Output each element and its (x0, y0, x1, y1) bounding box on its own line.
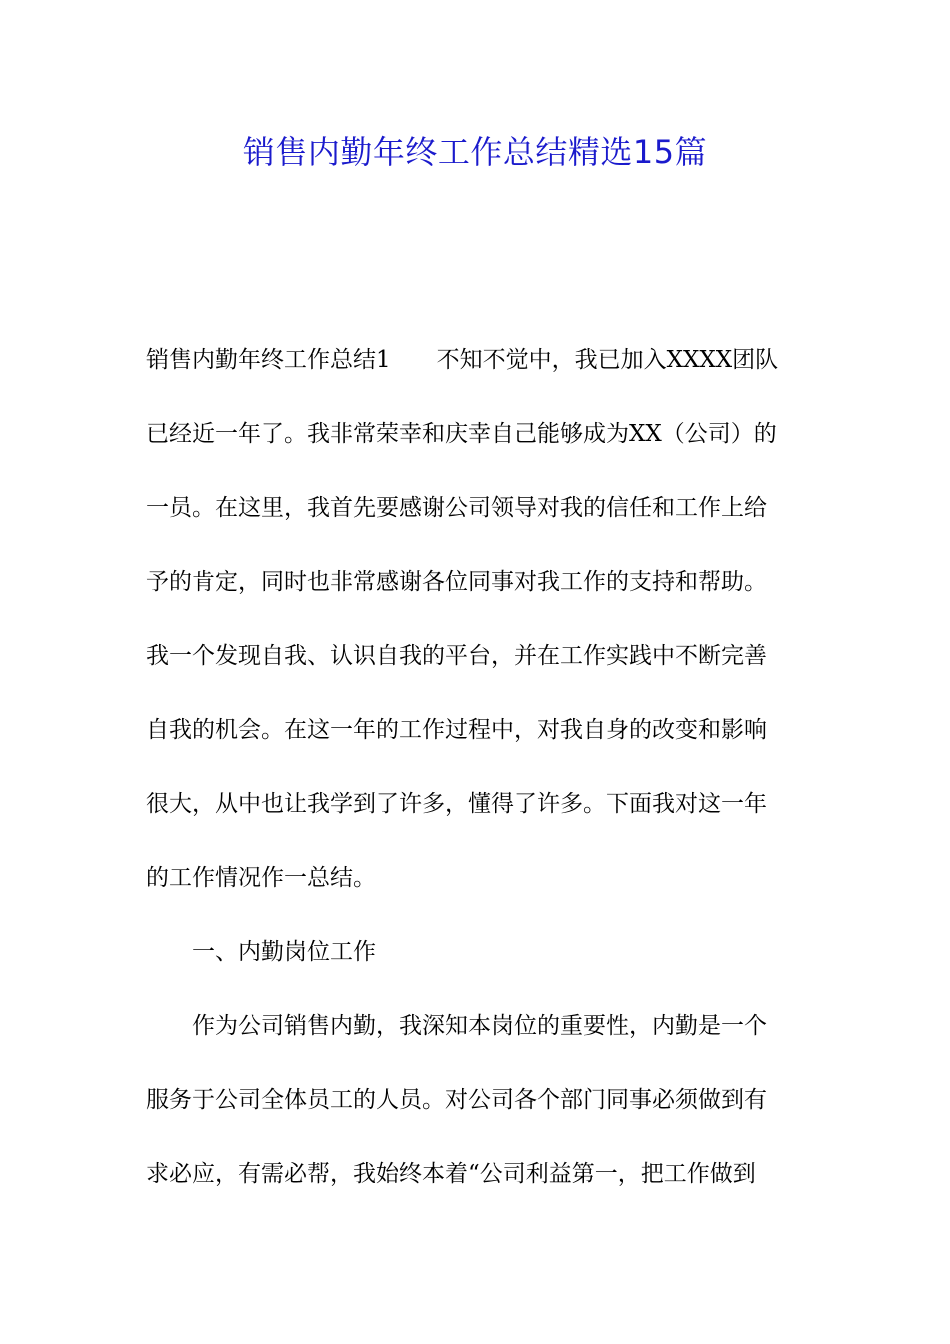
body-line: 很大，从中也让我学到了许多，懂得了许多。下面我对这一年 (146, 791, 767, 817)
body-line: 销售内勤年终工作总结1 不知不觉中，我已加入XXXX团队 (146, 347, 779, 373)
body-line: 已经近一年了。我非常荣幸和庆幸自己能够成为XX（公司）的 (146, 421, 777, 447)
document-body (146, 323, 808, 1211)
body-line: 服务于公司全体员工的人员。对公司各个部门同事必须做到有 (146, 1087, 767, 1113)
body-line: 的工作情况作一总结。 (146, 865, 376, 891)
document-title: 销售内勤年终工作总结精选15篇 (242, 133, 708, 171)
body-line: 一员。在这里，我首先要感谢公司领导对我的信任和工作上给 (146, 495, 767, 521)
body-line: 作为公司销售内勤，我深知本岗位的重要性，内勤是一个 (192, 1013, 767, 1039)
body-line: 求必应，有需必帮，我始终本着“公司利益第一，把工作做到 (146, 1161, 756, 1187)
section-heading: 一、内勤岗位工作 (192, 939, 376, 965)
body-line: 予的肯定，同时也非常感谢各位同事对我工作的支持和帮助。 (146, 569, 767, 595)
body-line: 我一个发现自我、认识自我的平台，并在工作实践中不断完善 (146, 643, 767, 669)
body-line: 自我的机会。在这一年的工作过程中，对我自身的改变和影响 (146, 717, 767, 743)
